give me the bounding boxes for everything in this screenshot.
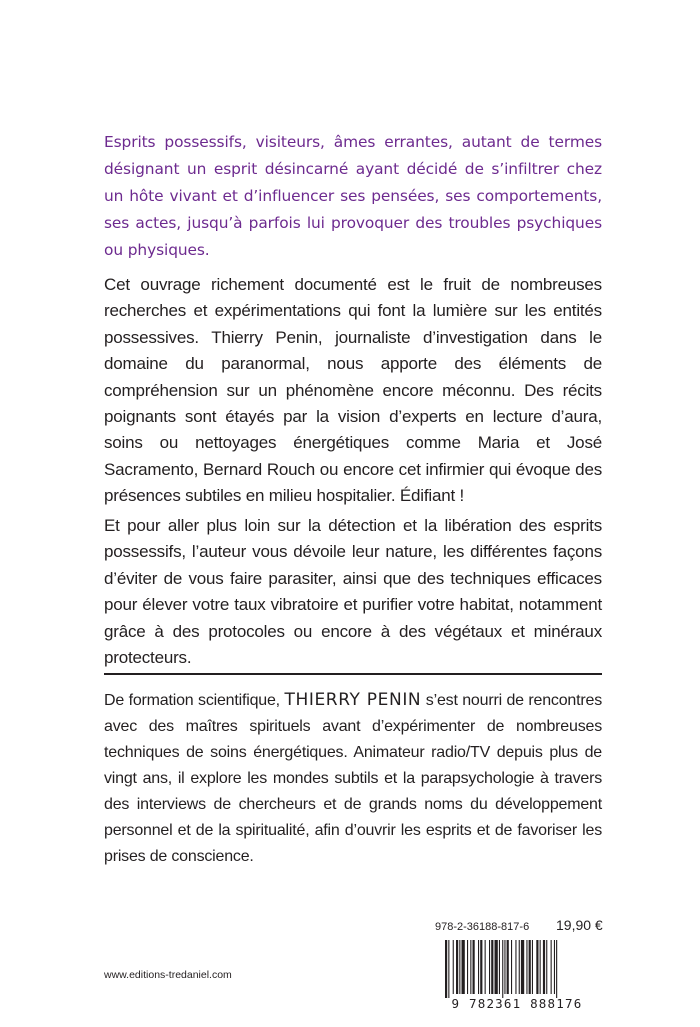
barcode-bar (480, 940, 482, 994)
barcode-bars (445, 940, 557, 998)
section-divider (104, 673, 602, 675)
description-paragraph-1: Cet ouvrage richement documenté est le fruit de nombreuses recherches et expérimentations qui font la lumière sur les entités possessives. Thierry Penin, journaliste d’investigation dans le domaine du paranormal, nous apporte des éléments de compréhension sur un phénomène encore méconnu. Des récits poignants sont étayés par la vision d’experts en lecture d’aura, soins ou nettoyages énergétiques comme Maria et José Sacramento, Bernard Rouch ou encore cet infirmier qui évoque des présences subtiles en milieu hospitalier. Édifiant ! (104, 275, 602, 506)
barcode-bar (485, 940, 486, 994)
barcode-bar (521, 940, 524, 994)
barcode-bar (515, 940, 516, 994)
barcode-bar (543, 940, 545, 994)
barcode-bar (456, 940, 458, 994)
barcode-bar (532, 940, 533, 994)
barcode-bar (511, 940, 512, 994)
bio-prefix: De formation scientifique, (104, 692, 285, 709)
isbn-number: 978-2-36188-817-6 (435, 921, 530, 933)
barcode-bar (445, 940, 447, 998)
intro-paragraph: Esprits possessifs, visiteurs, âmes errantes, autant de termes désignant un esprit désincarné ayant décidé de s’infiltrer chez un hôte vivant et d’influencer ses pensées, ses comportements, ses actes, jusqu’à parfois lui provoquer des troubles psychiques ou physiques. (104, 133, 602, 259)
barcode-bar (499, 940, 500, 994)
barcode-bar (526, 940, 527, 994)
barcode-bar (556, 940, 557, 998)
description-paragraph-2: Et pour aller plus loin sur la détection et la libération des esprits possessifs, l’auteur vous dévoile leur nature, les différentes façons d’éviter de vous faire parasiter, ainsi que des techniques efficaces pour élever votre taux vibratoire et purifier votre habitat, notamment grâce à des protocoles ou encore à des végétaux et minéraux protecteurs. (104, 516, 602, 668)
barcode-bar (495, 940, 498, 994)
barcode (433, 940, 601, 1010)
barcode-bar (529, 940, 531, 994)
barcode-bar (507, 940, 509, 994)
barcode-bar (453, 940, 454, 994)
barcode-bar (448, 940, 449, 998)
barcode-bar (536, 940, 538, 994)
barcode-bar (473, 940, 475, 994)
barcode-digits: 9 782361 888176 (451, 996, 583, 1010)
barcode-bar (467, 940, 468, 994)
publisher-website: www.editions-tredaniel.com (104, 969, 232, 981)
barcode-bar (502, 940, 503, 998)
barcode-bar (462, 940, 465, 994)
bio-text: s’est nourri de rencontres avec des maîtres spirituels avant d’expérimenter de nombreuses techniques de soins énergétiques. Animateur radio/TV depuis plus de vingt ans, il explore les mondes subtils et la parapsychologie à travers des interviews de chercheurs et de grands noms du développement personnel et de la spiritualité, afin d’ouvrir les esprits et de favoriser les prises de conscience. (104, 692, 602, 865)
author-name: THIERRY PENIN (284, 690, 422, 710)
barcode-bar (551, 940, 552, 994)
price: 19,90 € (556, 917, 603, 933)
barcode-bar (554, 940, 555, 994)
barcode-bar (519, 940, 520, 994)
barcode-bar (489, 940, 490, 994)
barcode-bar (491, 940, 493, 994)
barcode-bar (459, 940, 460, 994)
barcode-bar (540, 940, 541, 994)
barcode-bar (470, 940, 471, 994)
barcode-bar (546, 940, 547, 994)
author-bio (104, 687, 602, 870)
barcode-bar (504, 940, 505, 994)
barcode-bar (478, 940, 479, 994)
